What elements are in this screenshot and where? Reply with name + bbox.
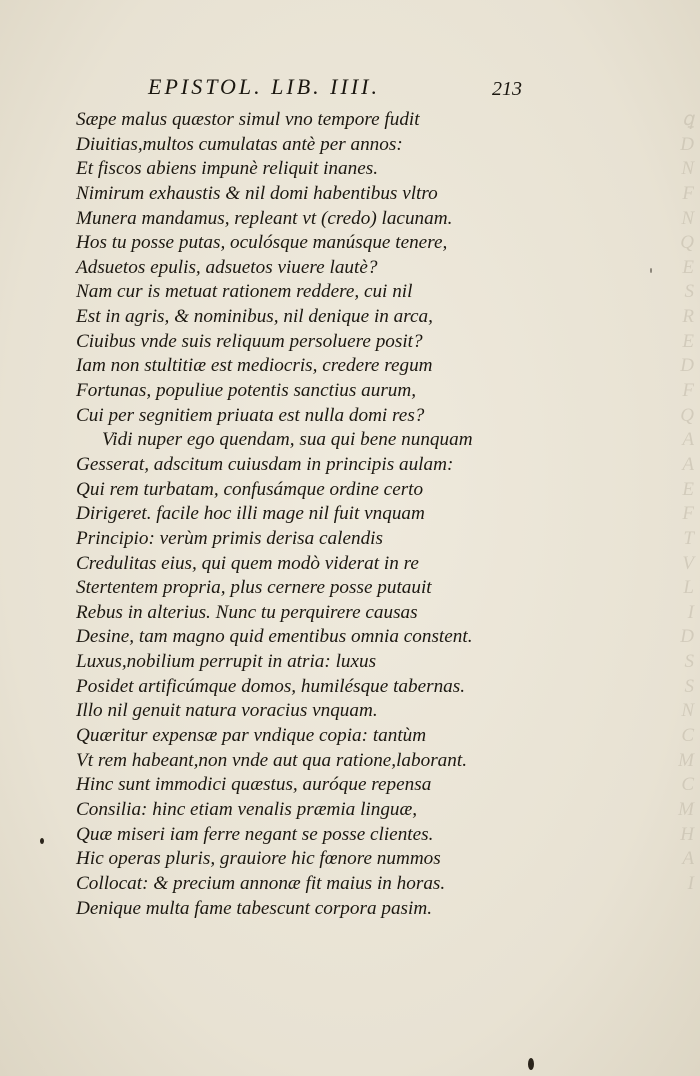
page-header — [148, 74, 528, 108]
verse-line: Fortunas, populiue potentis sanctius aurum, — [76, 380, 417, 402]
verse-line: Sæpe malus quæstor simul vno tempore fudit — [76, 109, 420, 130]
verse-line: Hic operas pluris, grauiore hic fœnore nummos — [76, 848, 441, 870]
verse-line: Consilia: hinc etiam venalis præmia linguæ, — [76, 798, 418, 820]
verse-line: Qui rem turbatam, confusámque ordine certo — [76, 478, 424, 500]
ink-speck — [650, 268, 652, 273]
verse-line: Desine, tam magno quid ementibus omnia constent. — [76, 626, 473, 648]
verse-line: Adsuetos epulis, adsuetos viuere lautè? — [76, 256, 378, 278]
running-title: EPISTOL. LIB. IIII. — [148, 74, 380, 99]
verse-line: Diuitias,multos cumulatas antè per annos: — [76, 133, 403, 155]
verse-line: Nam cur is metuat rationem reddere, cui nil — [76, 281, 413, 303]
ink-speck — [40, 838, 44, 844]
show-through-margin: ꝗ D N F N Q E S R E D F Q A A E F T V L I D S S N C M C M H A I — [678, 109, 694, 894]
verse-line: Posidet artificúmque domos, humilésque tabernas. — [76, 675, 466, 697]
verse-line: Ciuibus vnde suis reliquum persoluere posit? — [76, 330, 423, 352]
verse-line: Iam non stultitiæ est mediocris, credere regum — [76, 355, 433, 377]
verse-line: Rebus in alterius. Nunc tu perquirere causas — [76, 601, 418, 623]
verse-line: Hos tu posse putas, oculósque manúsque tenere, — [76, 232, 448, 254]
verse-line: Luxus,nobilium perrupit in atria: luxus — [76, 651, 377, 673]
verse-line: Est in agris, & nominibus, nil denique in arca, — [76, 306, 433, 328]
verse-line: Dirigeret. facile hoc illi mage nil fuit vnquam — [76, 503, 425, 525]
verse-block — [76, 108, 516, 921]
verse-line-indented: Vidi nuper ego quendam, sua qui bene nunquam — [102, 429, 473, 451]
verse-line: Quæritur expensæ par vndique copia: tantùm — [76, 725, 427, 747]
verse-line: Denique multa fame tabescunt corpora pasim. — [76, 897, 432, 919]
verse-line: Principio: verùm primis derisa calendis — [76, 527, 383, 549]
verse-line: Cui per segnitiem priuata est nulla domi res? — [76, 404, 425, 426]
verse-line: Collocat: & precium annonæ fit maius in horas. — [76, 872, 446, 894]
verse-line: Hinc sunt immodici quæstus, auróque repensa — [76, 774, 432, 796]
verse-line: Munera mandamus, repleant vt (credo) lacunam. — [76, 207, 453, 229]
verse-line: Credulitas eius, qui quem modò viderat in re — [76, 552, 419, 574]
verse-line: Quæ miseri iam ferre negant se posse clientes. — [76, 823, 434, 845]
verse-line: Nimirum exhaustis & nil domi habentibus vltro — [76, 182, 438, 204]
verse-line: Et fiscos abiens impunè reliquit inanes. — [76, 158, 378, 180]
verse-line: Illo nil genuit natura voracius vnquam. — [76, 700, 378, 722]
verse-line: Gesserat, adscitum cuiusdam in principis aulam: — [76, 453, 454, 475]
verse-line: Vt rem habeant,non vnde aut qua ratione,laborant. — [76, 749, 467, 771]
verse-line: Stertentem propria, plus cernere posse putauit — [76, 577, 432, 599]
page-number: 213 — [492, 78, 522, 100]
ink-speck — [528, 1058, 534, 1070]
